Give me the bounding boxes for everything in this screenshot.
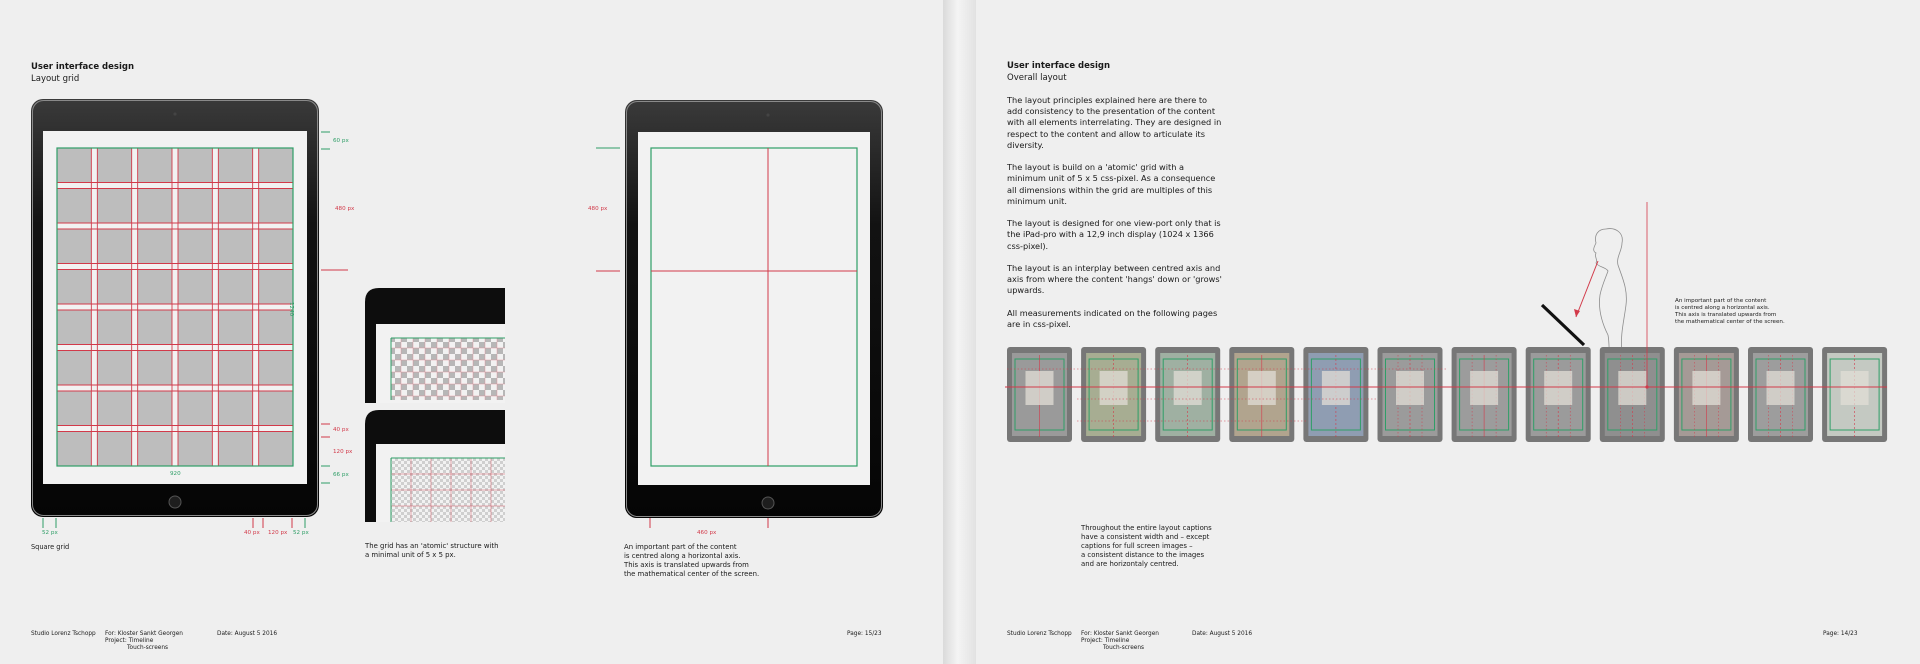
- footer-studio: Studio Lorenz Tschopp: [31, 631, 96, 637]
- page-heading: User interface design: [1007, 61, 1111, 71]
- dim-half-width: 460 px: [697, 530, 717, 536]
- layout-thumbnail: [1822, 347, 1887, 442]
- grid-cell: [218, 148, 252, 183]
- right-page: [976, 0, 1920, 664]
- left-page: [0, 0, 943, 664]
- grid-cell: [178, 229, 212, 264]
- dim-bottom-52: 52 px: [293, 530, 309, 536]
- grid-cell: [97, 270, 131, 305]
- grid-cell: [218, 310, 252, 345]
- layout-thumbnail: [1303, 347, 1368, 442]
- layout-thumbnail: [1007, 347, 1072, 442]
- dim-top-margin: 60 px: [333, 138, 349, 144]
- grid-cell: [57, 229, 91, 264]
- grid-cell: [259, 270, 293, 305]
- grid-cell: [57, 270, 91, 305]
- grid-cell: [57, 310, 91, 345]
- grid-cell: [138, 351, 172, 386]
- dim-left-margin: 52 px: [42, 530, 58, 536]
- dim-half-height: 480 px: [335, 206, 355, 212]
- grid-cell: [178, 432, 212, 467]
- dim-unit: 120 px: [333, 449, 353, 455]
- layout-thumbnail: [1452, 347, 1517, 442]
- page-subheading: Overall layout: [1007, 73, 1067, 83]
- layout-thumbnail: [1748, 347, 1813, 442]
- zoom-panel-checker: [365, 288, 505, 403]
- grid-cell: [259, 189, 293, 224]
- grid-cell: [218, 432, 252, 467]
- grid-cell: [138, 189, 172, 224]
- grid-cell: [218, 229, 252, 264]
- grid-cell: [138, 391, 172, 426]
- square-grid-label: Square grid: [31, 543, 70, 551]
- layout-thumbnail: [1229, 347, 1294, 442]
- grid-cell: [178, 270, 212, 305]
- page-heading: User interface design: [31, 62, 135, 72]
- footer-studio: Studio Lorenz Tschopp: [1007, 631, 1072, 637]
- grid-cell: [259, 351, 293, 386]
- grid-cell: [259, 229, 293, 264]
- dim-grid-height: 1240: [288, 302, 294, 317]
- footer-date: Date: August 5 2016: [1192, 631, 1253, 637]
- grid-cell: [97, 391, 131, 426]
- grid-cell: [97, 189, 131, 224]
- figure-caption: An important part of the content is centred along a horizontal axis. This axis is translated upwards from the mathematical center of the screen.: [1675, 298, 1785, 325]
- zoom-panel-fine-grid: [365, 410, 505, 522]
- grid-cell: [57, 351, 91, 386]
- footer-project: For: Kloster Sankt Georgen Project: Timeline Touch-screens: [105, 631, 183, 651]
- page-subheading: Layout grid: [31, 74, 80, 84]
- grid-cell: [259, 148, 293, 183]
- grid-cell: [97, 310, 131, 345]
- grid-cell: [57, 148, 91, 183]
- grid-cell: [57, 432, 91, 467]
- layout-thumbnails: [1007, 325, 1907, 525]
- dim-bottom-margin: 66 px: [333, 472, 349, 478]
- footer-page: Page: 14/23: [1823, 631, 1858, 637]
- grid-cell: [138, 229, 172, 264]
- grid-cell: [178, 391, 212, 426]
- grid-cell: [218, 391, 252, 426]
- grid-cell: [178, 148, 212, 183]
- ipad-grid-device: [31, 99, 319, 517]
- atomic-caption: The grid has an 'atomic' structure with a minimal unit of 5 x 5 px.: [365, 542, 499, 559]
- ipad-axis-device: [596, 100, 883, 518]
- grid-cell: [138, 310, 172, 345]
- grid-cell: [138, 432, 172, 467]
- thumbs-caption: Throughout the entire layout captions have a consistent width and – except captions for full screen images – a consistent distance to the images and are horizontaly centred.: [1081, 524, 1212, 568]
- grid-cell: [218, 351, 252, 386]
- layout-thumbnail: [1600, 347, 1665, 442]
- grid-cell: [138, 270, 172, 305]
- dim-row-gap: 40 px: [333, 427, 349, 433]
- grid-cell: [57, 391, 91, 426]
- dim-bottom-120: 120 px: [268, 530, 288, 536]
- layout-thumbnail: [1081, 347, 1146, 442]
- grid-cell: [178, 189, 212, 224]
- footer-date: Date: August 5 2016: [217, 631, 278, 637]
- grid-cell: [57, 189, 91, 224]
- dim-grid-width: 920: [170, 471, 181, 477]
- dimension-marks-right: [318, 130, 358, 490]
- grid-cell: [97, 351, 131, 386]
- grid-cell: [97, 148, 131, 183]
- layout-thumbnail: [1674, 347, 1739, 442]
- grid-cell: [259, 432, 293, 467]
- grid-cell: [97, 432, 131, 467]
- grid-cell: [218, 189, 252, 224]
- footer-page: Page: 15/23: [847, 631, 882, 637]
- grid-cell: [178, 310, 212, 345]
- intro-text: The layout principles explained here are there to add consistency to the presentation of the content with all elements interrelating. They are designed in respect to the content and allow to articulate its diversity. The layout is build on a 'atomic' grid with a minimum unit of 5 x 5 css-pixel. As a consequence all dimensions within the grid are multiples of this minimum unit. The layout is designed for one view-port only that is the iPad-pro with a 12,9 inch display (1024 x 1366 css-pixel). The layout is an interplay between centred axis and axis from where the content 'hangs' down or 'grows' upwards. All measurements indicated on the following pages are in css-pixel.: [1007, 95, 1222, 329]
- axis-caption: An important part of the content is centred along a horizontal axis. This axis is translated upwards from the mathematical center of the screen.: [624, 543, 760, 578]
- layout-thumbnail: [1378, 347, 1443, 442]
- grid-cell: [138, 148, 172, 183]
- layout-thumbnail: [1155, 347, 1220, 442]
- book-spine: [943, 0, 976, 664]
- dim-bottom-40: 40 px: [244, 530, 260, 536]
- dim-half-height-right: 480 px: [588, 206, 608, 212]
- grid-cell: [178, 351, 212, 386]
- layout-thumbnail: [1526, 347, 1591, 442]
- grid-cell: [259, 391, 293, 426]
- grid-cell: [97, 229, 131, 264]
- footer-project: For: Kloster Sankt Georgen Project: Timeline Touch-screens: [1081, 631, 1159, 651]
- grid-cell: [218, 270, 252, 305]
